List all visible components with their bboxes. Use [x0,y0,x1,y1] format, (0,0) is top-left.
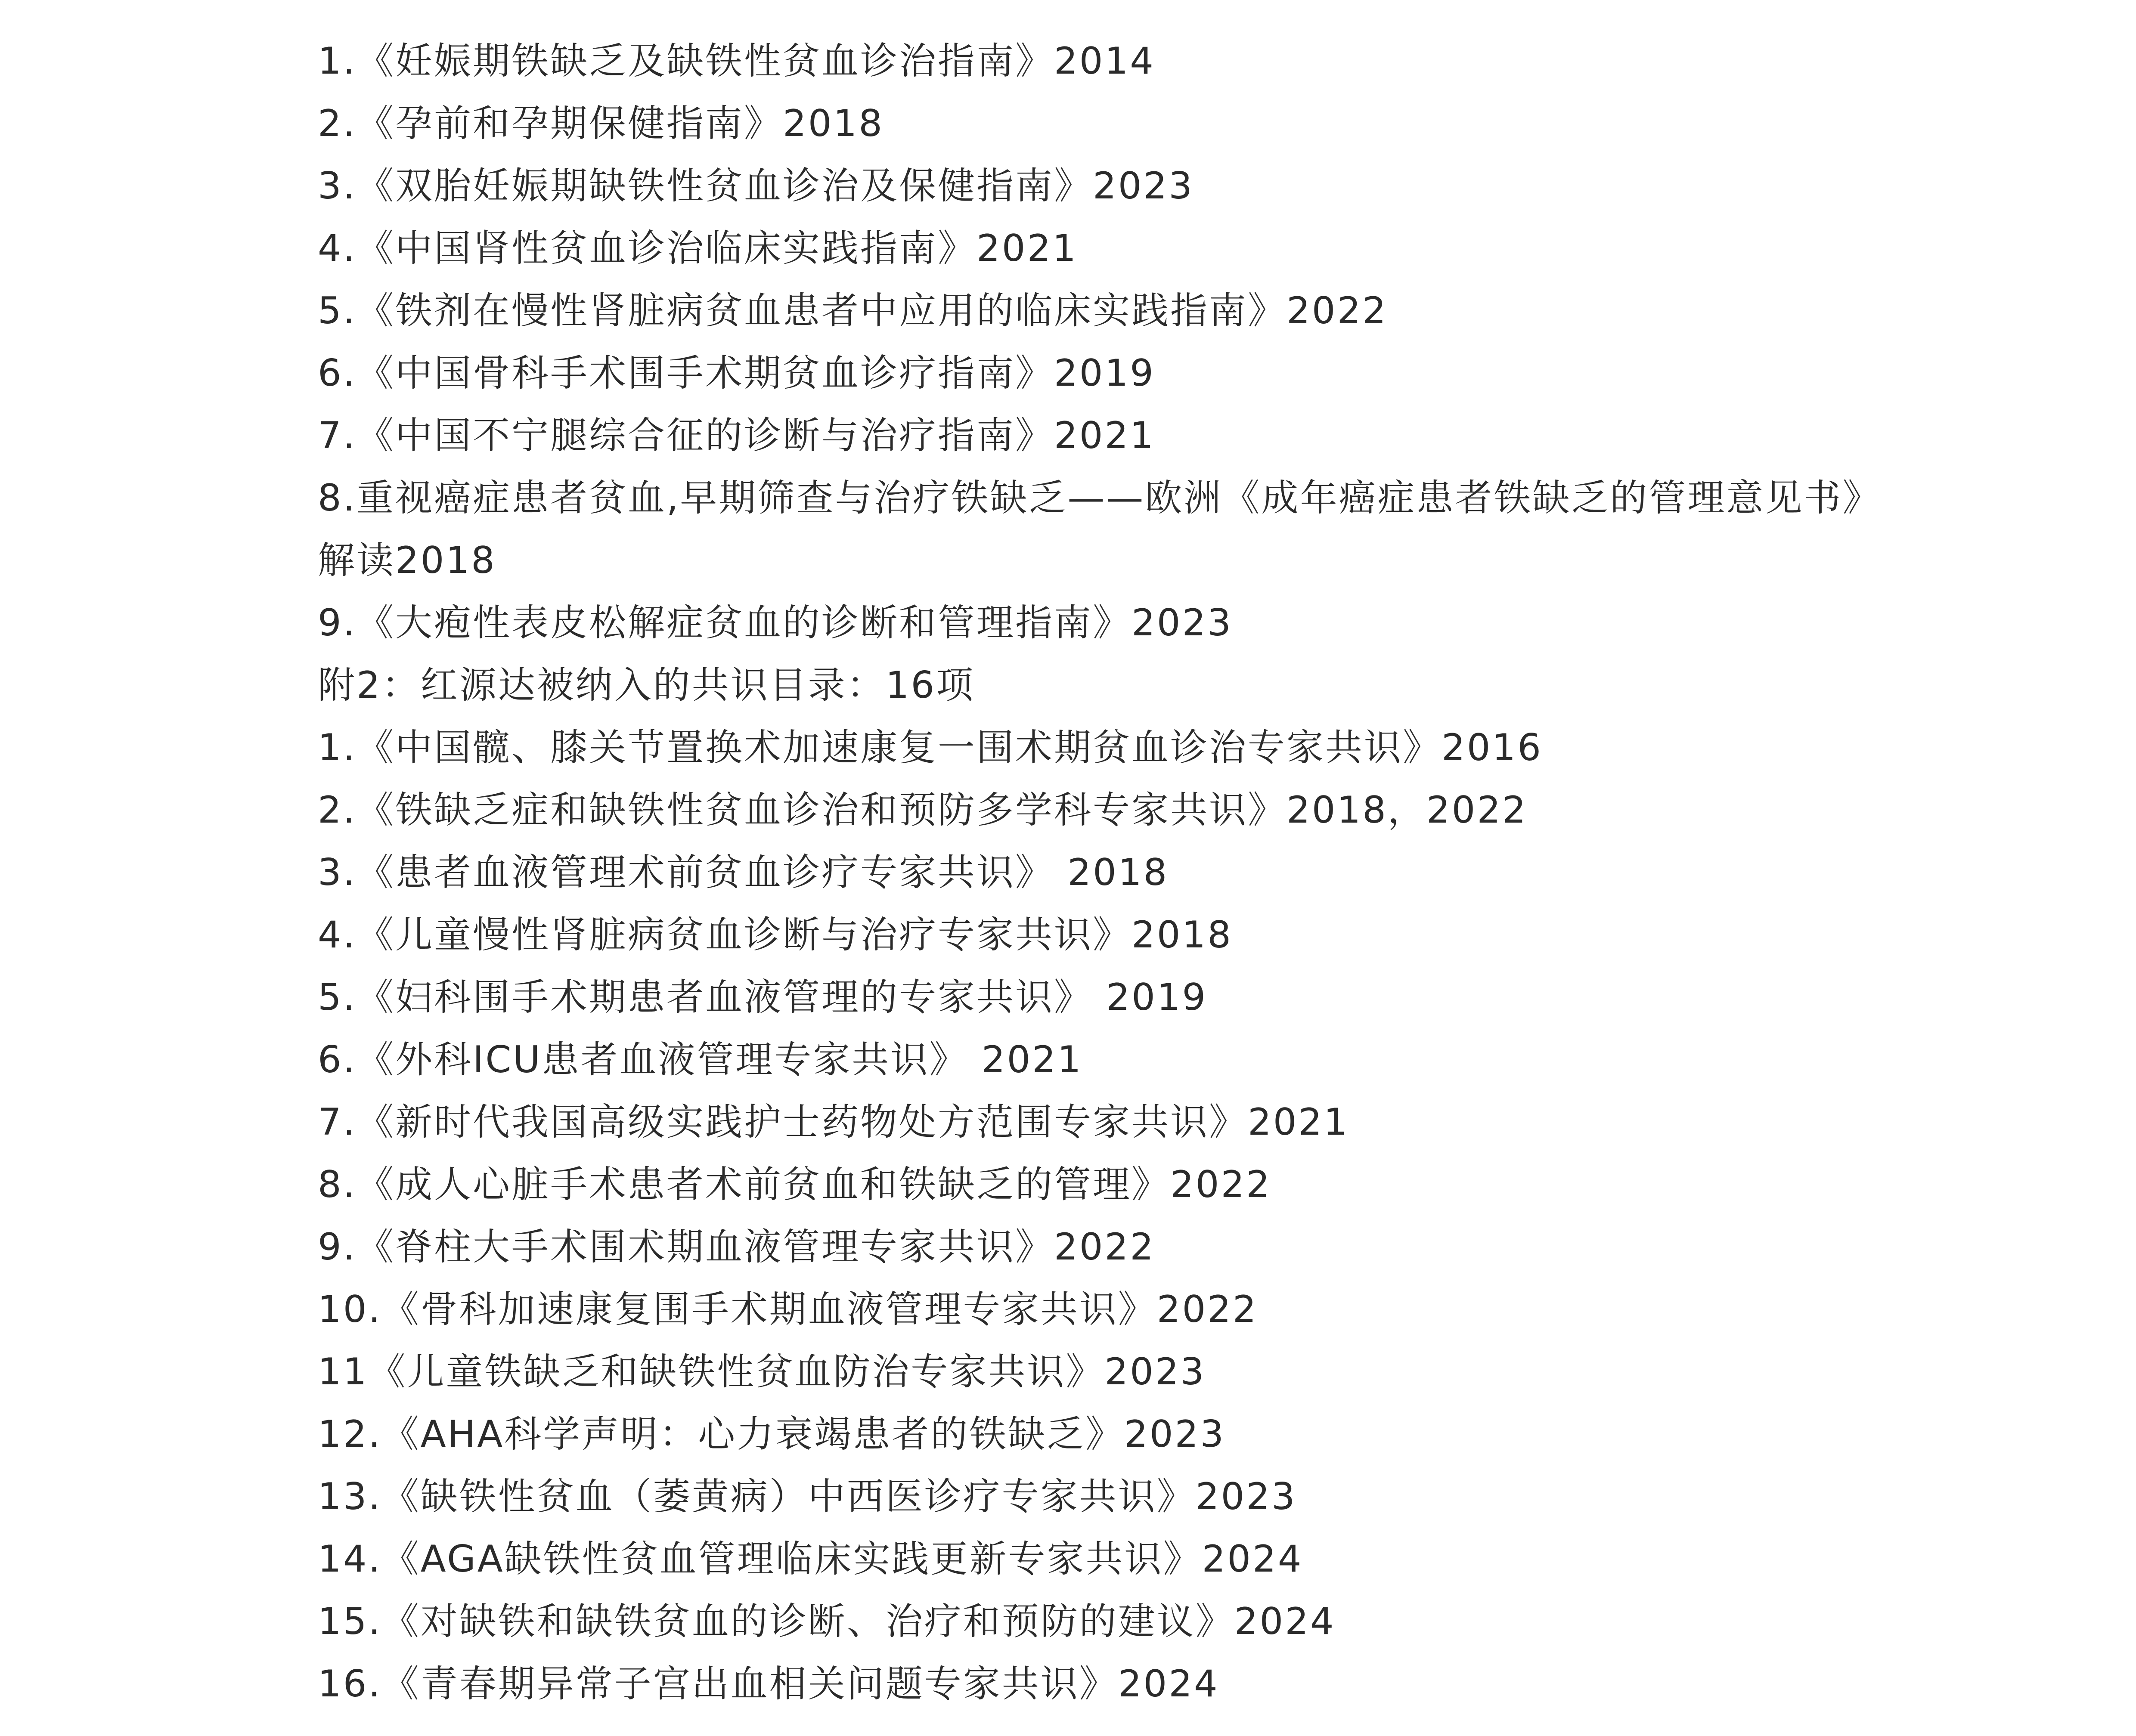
consensus-item-13: 13.《缺铁性贫血（萎黄病）中西医诊疗专家共识》2023 [318,1475,1297,1518]
guideline-item-3: 3.《双胎妊娠期缺铁性贫血诊治及保健指南》2023 [318,164,1194,207]
consensus-item-9: 9.《脊柱大手术围术期血液管理专家共识》2022 [318,1225,1155,1269]
guideline-item-1: 1.《妊娠期铁缺乏及缺铁性贫血诊治指南》2014 [318,40,1155,83]
consensus-item-8: 8.《成人心脏手术患者术前贫血和铁缺乏的管理》2022 [318,1163,1271,1206]
consensus-item-7: 7.《新时代我国高级实践护士药物处方范围专家共识》2021 [318,1101,1349,1144]
guideline-item-8: 8.重视癌症患者贫血,早期筛查与治疗铁缺乏——欧洲《成年癌症患者铁缺乏的管理意见书》解读2018 [318,477,1882,582]
consensus-heading: 附2：红源达被纳入的共识目录：16项 [318,664,975,707]
guideline-item-2: 2.《孕前和孕期保健指南》2018 [318,102,884,145]
consensus-item-12: 12.《AHA科学声明：心力衰竭患者的铁缺乏》2023 [318,1413,1225,1456]
guideline-item-9: 9.《大疱性表皮松解症贫血的诊断和管理指南》2023 [318,601,1233,644]
guideline-item-6: 6.《中国骨科手术围手术期贫血诊疗指南》2019 [318,352,1155,395]
consensus-item-10: 10.《骨科加速康复围手术期血液管理专家共识》2022 [318,1288,1258,1331]
consensus-item-15: 15.《对缺铁和缺铁贫血的诊断、治疗和预防的建议》2024 [318,1600,1336,1643]
consensus-item-5: 5.《妇科围手术期患者血液管理的专家共识》 2019 [318,976,1208,1019]
consensus-item-14: 14.《AGA缺铁性贫血管理临床实践更新专家共识》2024 [318,1538,1303,1581]
consensus-item-2: 2.《铁缺乏症和缺铁性贫血诊治和预防多学科专家共识》2018，2022 [318,789,1528,832]
guideline-item-4: 4.《中国肾性贫血诊治临床实践指南》2021 [318,227,1078,270]
consensus-item-3: 3.《患者血液管理术前贫血诊疗专家共识》 2018 [318,851,1169,894]
consensus-item-11: 11《儿童铁缺乏和缺铁性贫血防治专家共识》2023 [318,1350,1206,1393]
guideline-item-5: 5.《铁剂在慢性肾脏病贫血患者中应用的临床实践指南》2022 [318,289,1388,332]
consensus-item-1: 1.《中国髋、膝关节置换术加速康复一围术期贫血诊治专家共识》2016 [318,726,1543,769]
consensus-item-6: 6.《外科ICU患者血液管理专家共识》 2021 [318,1038,1083,1081]
consensus-item-4: 4.《儿童慢性肾脏病贫血诊断与治疗专家共识》2018 [318,913,1233,956]
consensus-item-16: 16.《青春期异常子宫出血相关问题专家共识》2024 [318,1662,1219,1705]
guideline-item-7: 7.《中国不宁腿综合征的诊断与治疗指南》2021 [318,414,1155,457]
document-body [318,30,1885,1715]
